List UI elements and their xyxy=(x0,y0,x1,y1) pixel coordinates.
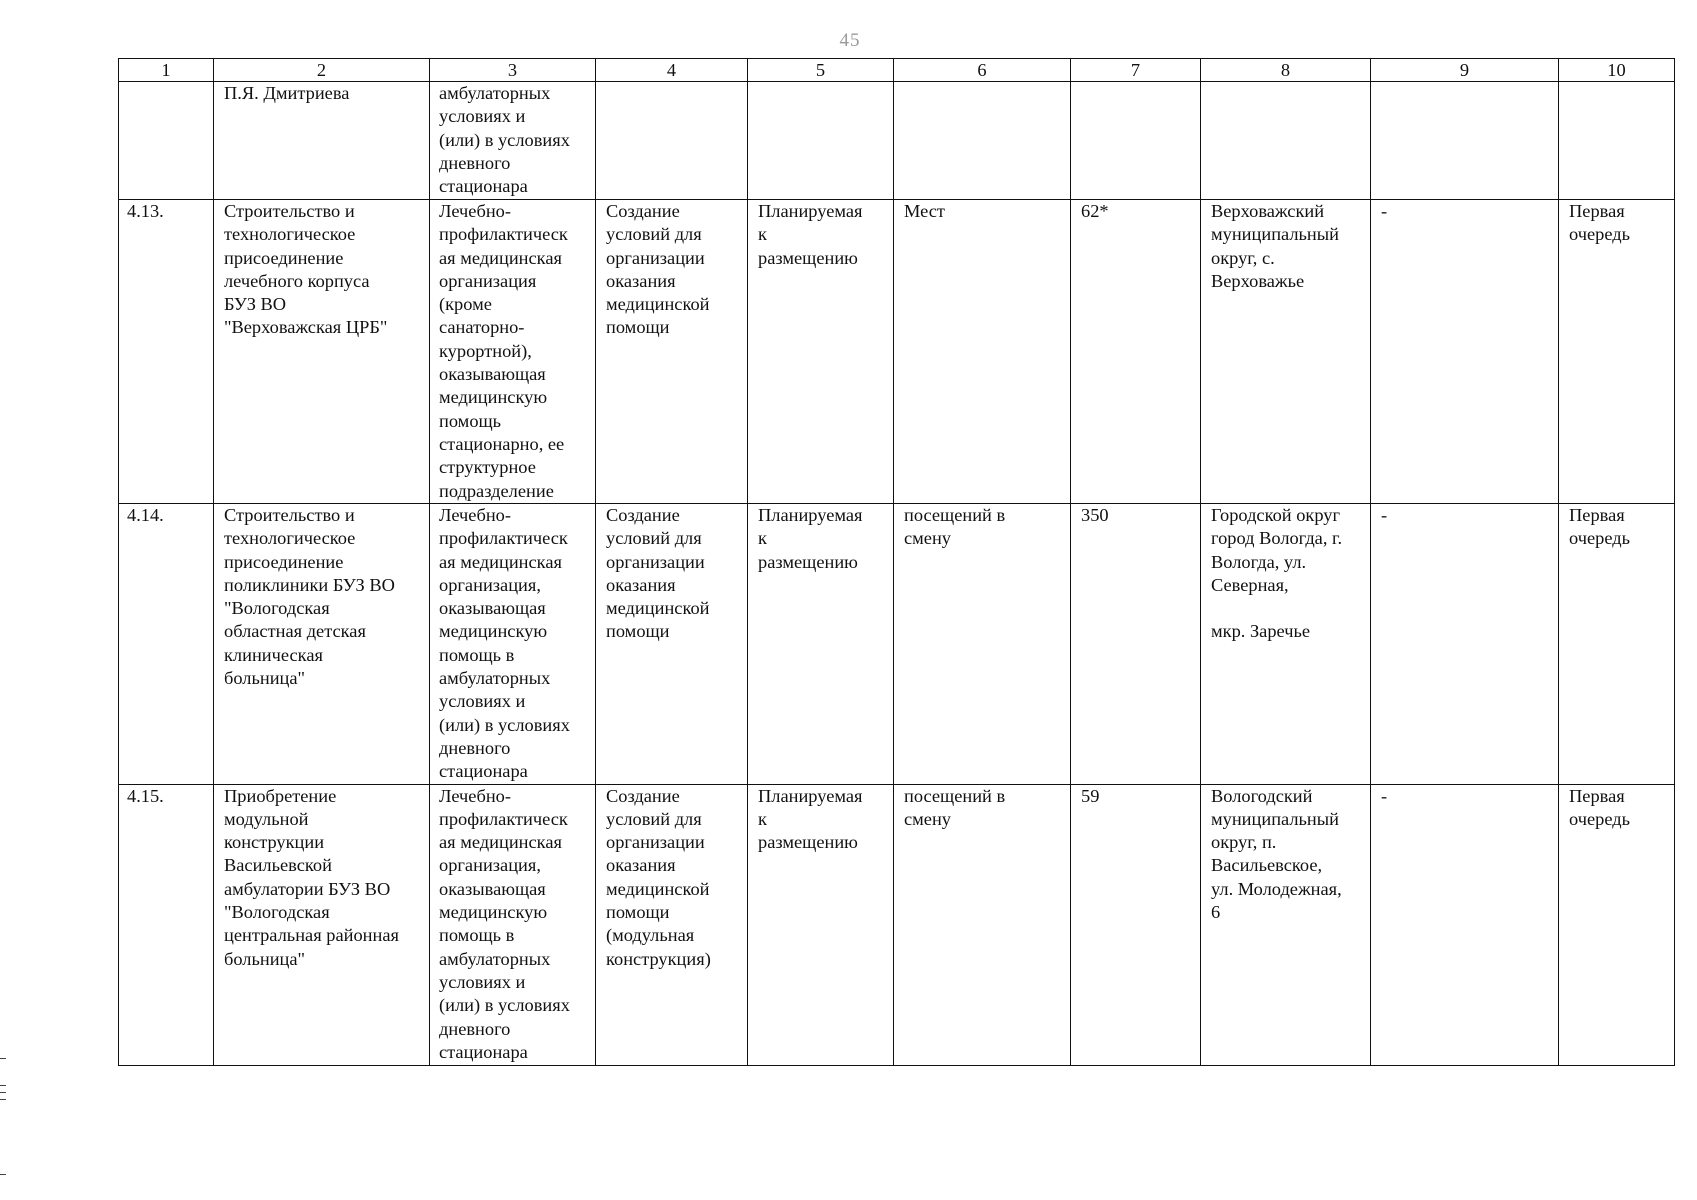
table-row xyxy=(119,82,1675,200)
value-cell: 59 xyxy=(1071,784,1201,1065)
column-header-6: 6 xyxy=(894,59,1071,82)
table-row xyxy=(119,784,1675,1065)
unit-cell: посещений в смену xyxy=(894,504,1071,785)
column-header-2: 2 xyxy=(214,59,430,82)
location-cell xyxy=(1201,82,1371,200)
object-type-cell: Лечебно- профилактическ ая медицинская организация, оказывающая медицинскую помощь в амбулаторных условиях и (или) в условиях дневного стационара xyxy=(430,784,596,1065)
purpose-cell: Создание условий для организации оказания медицинской помощи (модульная конструкция) xyxy=(596,784,748,1065)
column-header-7: 7 xyxy=(1071,59,1201,82)
unit-cell: Мест xyxy=(894,200,1071,504)
column-header-4: 4 xyxy=(596,59,748,82)
column-header-3: 3 xyxy=(430,59,596,82)
location-cell: Вологодский муниципальный округ, п. Васильевское, ул. Молодежная, 6 xyxy=(1201,784,1371,1065)
margin-mark xyxy=(0,1174,6,1175)
unit-cell xyxy=(894,82,1071,200)
status-cell xyxy=(748,82,894,200)
purpose-cell xyxy=(596,82,748,200)
location-cell: Верховажский муниципальный округ, с. Верховажье xyxy=(1201,200,1371,504)
priority-cell xyxy=(1559,82,1675,200)
value-cell: 350 xyxy=(1071,504,1201,785)
priority-cell: Первая очередь xyxy=(1559,504,1675,785)
margin-mark xyxy=(0,1058,6,1059)
location-cell: Городской округ город Вологда, г. Вологда, ул. Северная, мкр. Заречье xyxy=(1201,504,1371,785)
unit-cell: посещений в смену xyxy=(894,784,1071,1065)
column-header-5: 5 xyxy=(748,59,894,82)
column-header-9: 9 xyxy=(1371,59,1559,82)
page-number: 45 xyxy=(839,30,861,51)
object-type-cell: амбулаторных условиях и (или) в условиях дневного стационара xyxy=(430,82,596,200)
column-header-1: 1 xyxy=(119,59,214,82)
table-row xyxy=(119,200,1675,504)
object-name-cell: Строительство и технологическое присоединение лечебного корпуса БУЗ ВО "Верховажская ЦРБ" xyxy=(214,200,430,504)
object-name-cell: П.Я. Дмитриева xyxy=(214,82,430,200)
margin-mark xyxy=(0,1092,6,1093)
header-row xyxy=(119,59,1675,82)
planning-table xyxy=(118,58,1675,1066)
priority-cell: Первая очередь xyxy=(1559,784,1675,1065)
zone-cell: - xyxy=(1371,200,1559,504)
column-header-10: 10 xyxy=(1559,59,1675,82)
object-name-cell: Приобретение модульной конструкции Васильевской амбулатории БУЗ ВО "Вологодская центральная районная больница" xyxy=(214,784,430,1065)
purpose-cell: Создание условий для организации оказания медицинской помощи xyxy=(596,504,748,785)
priority-cell: Первая очередь xyxy=(1559,200,1675,504)
row-number-cell: 4.15. xyxy=(119,784,214,1065)
row-number-cell: 4.13. xyxy=(119,200,214,504)
object-type-cell: Лечебно- профилактическ ая медицинская организация (кроме санаторно- курортной), оказывающая медицинскую помощь стационарно, ее структурное подразделение xyxy=(430,200,596,504)
row-number-cell xyxy=(119,82,214,200)
zone-cell: - xyxy=(1371,784,1559,1065)
zone-cell: - xyxy=(1371,504,1559,785)
value-cell xyxy=(1071,82,1201,200)
margin-mark xyxy=(0,1085,6,1086)
zone-cell xyxy=(1371,82,1559,200)
status-cell: Планируемая к размещению xyxy=(748,200,894,504)
table-row xyxy=(119,504,1675,785)
column-header-8: 8 xyxy=(1201,59,1371,82)
purpose-cell: Создание условий для организации оказания медицинской помощи xyxy=(596,200,748,504)
status-cell: Планируемая к размещению xyxy=(748,784,894,1065)
status-cell: Планируемая к размещению xyxy=(748,504,894,785)
object-type-cell: Лечебно- профилактическ ая медицинская организация, оказывающая медицинскую помощь в амбулаторных условиях и (или) в условиях дневного стационара xyxy=(430,504,596,785)
object-name-cell: Строительство и технологическое присоединение поликлиники БУЗ ВО "Вологодская областная детская клиническая больница" xyxy=(214,504,430,785)
row-number-cell: 4.14. xyxy=(119,504,214,785)
margin-mark xyxy=(0,1099,6,1100)
value-cell: 62* xyxy=(1071,200,1201,504)
